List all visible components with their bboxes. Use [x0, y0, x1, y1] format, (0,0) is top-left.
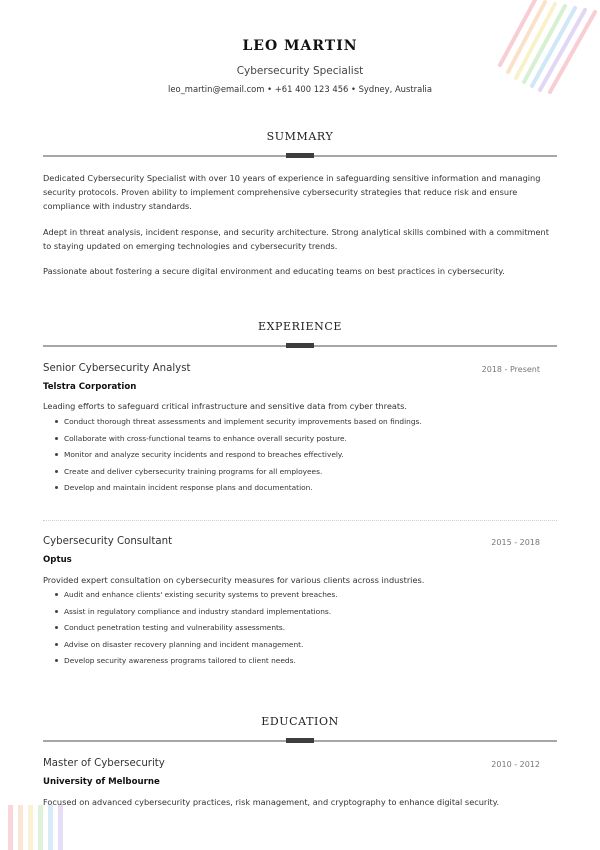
job-bullet: Assist in regulatory compliance and industry standard implementations.	[55, 606, 555, 623]
education-heading: EDUCATION	[261, 715, 339, 728]
school-name: University of Melbourne	[43, 777, 160, 787]
company-name: Optus	[43, 555, 72, 565]
summary-paragraph-1: Dedicated Cybersecurity Specialist with over 10 years of experience in safeguarding sensitive information and managing security protocols. Proven ability to implement comprehensive cybersecurity strategies that reduce risk and ensure compliance with industry standards.	[43, 173, 541, 211]
job-bullet-list	[55, 589, 555, 672]
job-dates: 2015 - 2018	[491, 538, 540, 547]
job-separator	[43, 520, 557, 521]
education-dates: 2010 - 2012	[491, 760, 540, 769]
summary-heading: SUMMARY	[266, 130, 334, 143]
job-description: Provided expert consultation on cybersecurity measures for various clients across industries.	[43, 575, 425, 585]
job-dates: 2018 - Present	[481, 365, 540, 374]
job-bullet: Create and deliver cybersecurity training programs for all employees.	[55, 466, 555, 483]
job-bullet: Conduct penetration testing and vulnerability assessments.	[55, 622, 555, 639]
job-bullet: Conduct thorough threat assessments and implement security improvements based on findings.	[55, 416, 555, 433]
company-name: Telstra Corporation	[43, 382, 137, 392]
contact-line: leo_martin@email.com • +61 400 123 456 • Sydney, Australia	[168, 84, 432, 94]
candidate-role: Cybersecurity Specialist	[236, 65, 364, 77]
job-bullet: Develop security awareness programs tailored to client needs.	[55, 655, 555, 672]
experience-divider-mark	[286, 343, 314, 348]
job-bullet: Monitor and analyze security incidents and respond to breaches effectively.	[55, 449, 555, 466]
job-bullet-list	[55, 416, 555, 499]
job-bullet: Develop and maintain incident response plans and documentation.	[55, 482, 555, 499]
experience-heading: EXPERIENCE	[257, 320, 343, 333]
job-description: Leading efforts to safeguard critical infrastructure and sensitive data from cyber threats.	[43, 401, 408, 411]
summary-paragraph-3: Passionate about fostering a secure digital environment and educating teams on best practices in cybersecurity.	[43, 266, 505, 276]
degree-title: Master of Cybersecurity	[43, 758, 165, 769]
candidate-name: LEO MARTIN	[242, 38, 358, 54]
job-bullet: Audit and enhance clients' existing security systems to prevent breaches.	[55, 589, 555, 606]
education-description: Focused on advanced cybersecurity practices, risk management, and cryptography to enhance digital security.	[43, 797, 500, 807]
education-divider-mark	[286, 738, 314, 743]
job-bullet: Advise on disaster recovery planning and incident management.	[55, 639, 555, 656]
job-title: Senior Cybersecurity Analyst	[43, 363, 191, 374]
summary-paragraph-2: Adept in threat analysis, incident response, and security architecture. Strong analytical skills combined with a commitment to staying updated on emerging technologies and cybersecurity trends.	[43, 227, 549, 251]
job-bullet: Collaborate with cross-functional teams to enhance overall security posture.	[55, 433, 555, 450]
rainbow-decoration-bottom	[0, 800, 100, 850]
summary-divider-mark	[286, 153, 314, 158]
job-title: Cybersecurity Consultant	[43, 536, 173, 547]
